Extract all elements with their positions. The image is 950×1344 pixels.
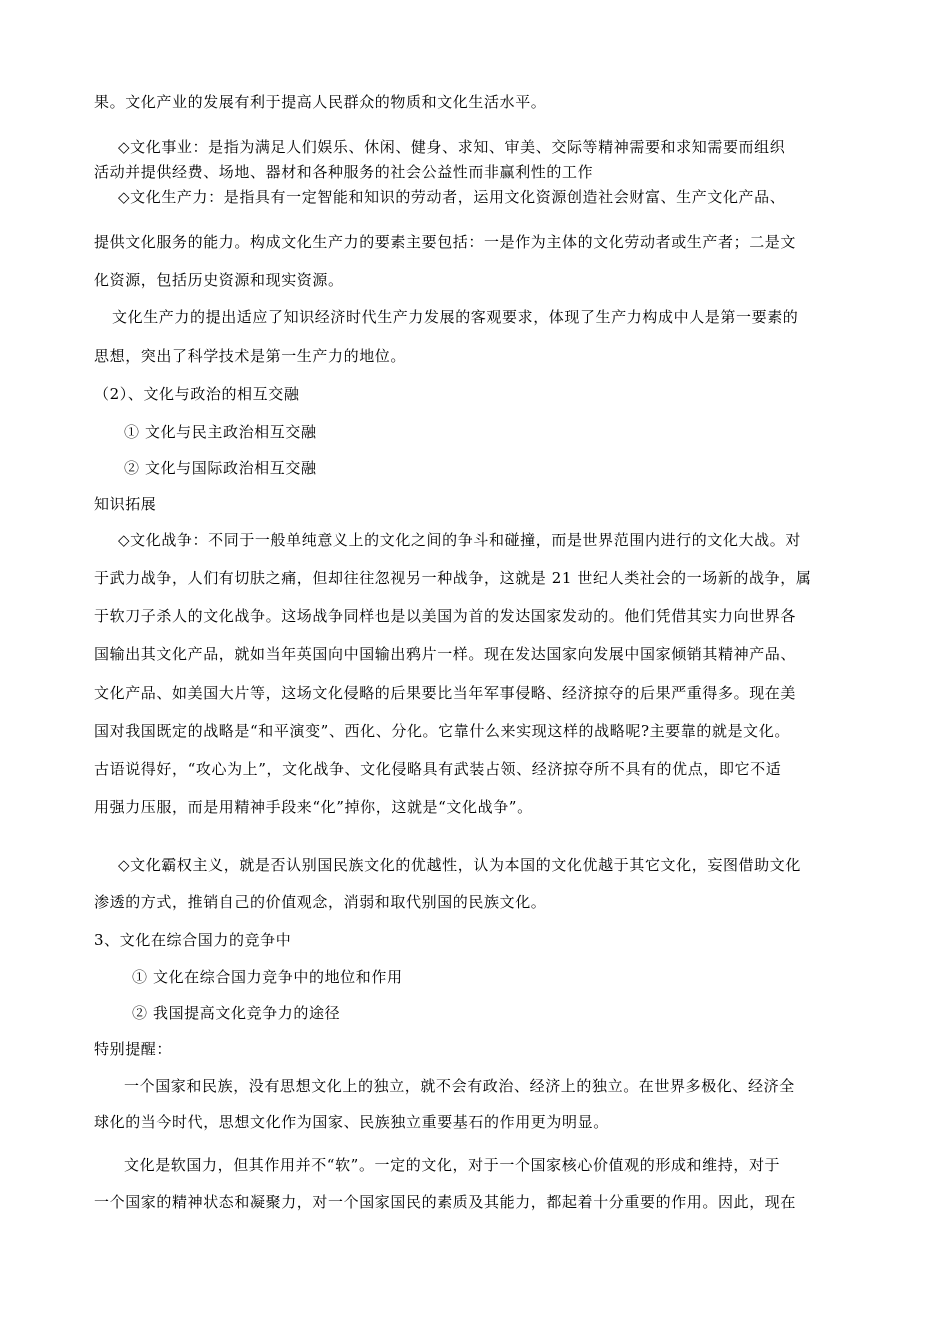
text-line: ◇文化生产力：是指具有一定智能和知识的劳动者，运用文化资源创造社会财富、生产文化产品、: [118, 188, 786, 206]
text-line: 文化生产力的提出适应了知识经济时代生产力发展的客观要求，体现了生产力构成中人是第一要素的: [112, 308, 799, 326]
text-line: 于武力战争，人们有切肤之痛，但却往往忽视另一种战争，这就是 21 世纪人类社会的一场新的战争，属: [94, 569, 812, 587]
text-line: 化资源，包括历史资源和现实资源。: [94, 271, 344, 289]
text-line: ◇文化事业：是指为满足人们娱乐、休闲、健身、求知、审美、交际等精神需要和求知需要而组织: [118, 138, 786, 156]
text-line: 古语说得好，“攻心为上”，文化战争、文化侵略具有武装占领、经济掠夺所不具有的优点，即它不适: [94, 760, 782, 778]
text-line: 国输出其文化产品，就如当年英国向中国输出鸦片一样。现在发达国家向发展中国家倾销其精神产品、: [94, 645, 797, 663]
text-line: 文化产品、如美国大片等，这场文化侵略的后果要比当年军事侵略、经济掠夺的后果严重得多。现在美: [94, 684, 797, 702]
text-line: ◇文化霸权主义，就是否认别国民族文化的优越性，认为本国的文化优越于其它文化，妄图借助文化: [118, 856, 801, 874]
section-heading: （2）、文化与政治的相互交融: [94, 385, 300, 403]
text-line: 球化的当今时代，思想文化作为国家、民族独立重要基石的作用更为明显。: [94, 1113, 609, 1131]
text-line: 一个国家和民族，没有思想文化上的独立，就不会有政治、经济上的独立。在世界多极化、经济全: [124, 1077, 795, 1095]
section-heading: 3、文化在综合国力的竞争中: [94, 931, 292, 949]
list-item: ① 文化在综合国力竞争中的地位和作用: [132, 968, 403, 986]
text-line: 提供文化服务的能力。构成文化生产力的要素主要包括：一是作为主体的文化劳动者或生产者；二是文: [94, 233, 797, 251]
list-item: ① 文化与民主政治相互交融: [124, 423, 317, 441]
text-line: 渗透的方式，推销自己的价值观念，消弱和取代别国的民族文化。: [94, 893, 547, 911]
text-line: 文化是软国力，但其作用并不“软”。一定的文化，对于一个国家核心价值观的形成和维持，对于: [124, 1156, 781, 1174]
text-line: 于软刀子杀人的文化战争。这场战争同样也是以美国为首的发达国家发动的。他们凭借其实力向世界各: [94, 607, 797, 625]
list-item: ② 文化与国际政治相互交融: [124, 459, 317, 477]
text-line: 思想，突出了科学技术是第一生产力的地位。: [94, 347, 407, 365]
text-line: 国对我国既定的战略是“和平演变”、西化、分化。它靠什么来实现这样的战略呢?主要靠的就是文化。: [94, 722, 790, 740]
text-line: 活动并提供经费、场地、器材和各种服务的社会公益性而非赢利性的工作: [94, 163, 594, 181]
text-line: 一个国家的精神状态和凝聚力，对一个国家国民的素质及其能力，都起着十分重要的作用。因此，现在: [94, 1193, 797, 1211]
list-item: ② 我国提高文化竞争力的途径: [132, 1004, 341, 1022]
section-heading: 特别提醒：: [94, 1040, 173, 1058]
text-line: 果。文化产业的发展有利于提高人民群众的物质和文化生活水平。: [94, 93, 547, 111]
section-heading: 知识拓展: [94, 495, 157, 513]
text-line: ◇文化战争：不同于一般单纯意义上的文化之间的争斗和碰撞，而是世界范围内进行的文化大战。对: [118, 531, 801, 549]
text-line: 用强力压服，而是用精神手段来“化”掉你，这就是“文化战争”。: [94, 798, 533, 816]
